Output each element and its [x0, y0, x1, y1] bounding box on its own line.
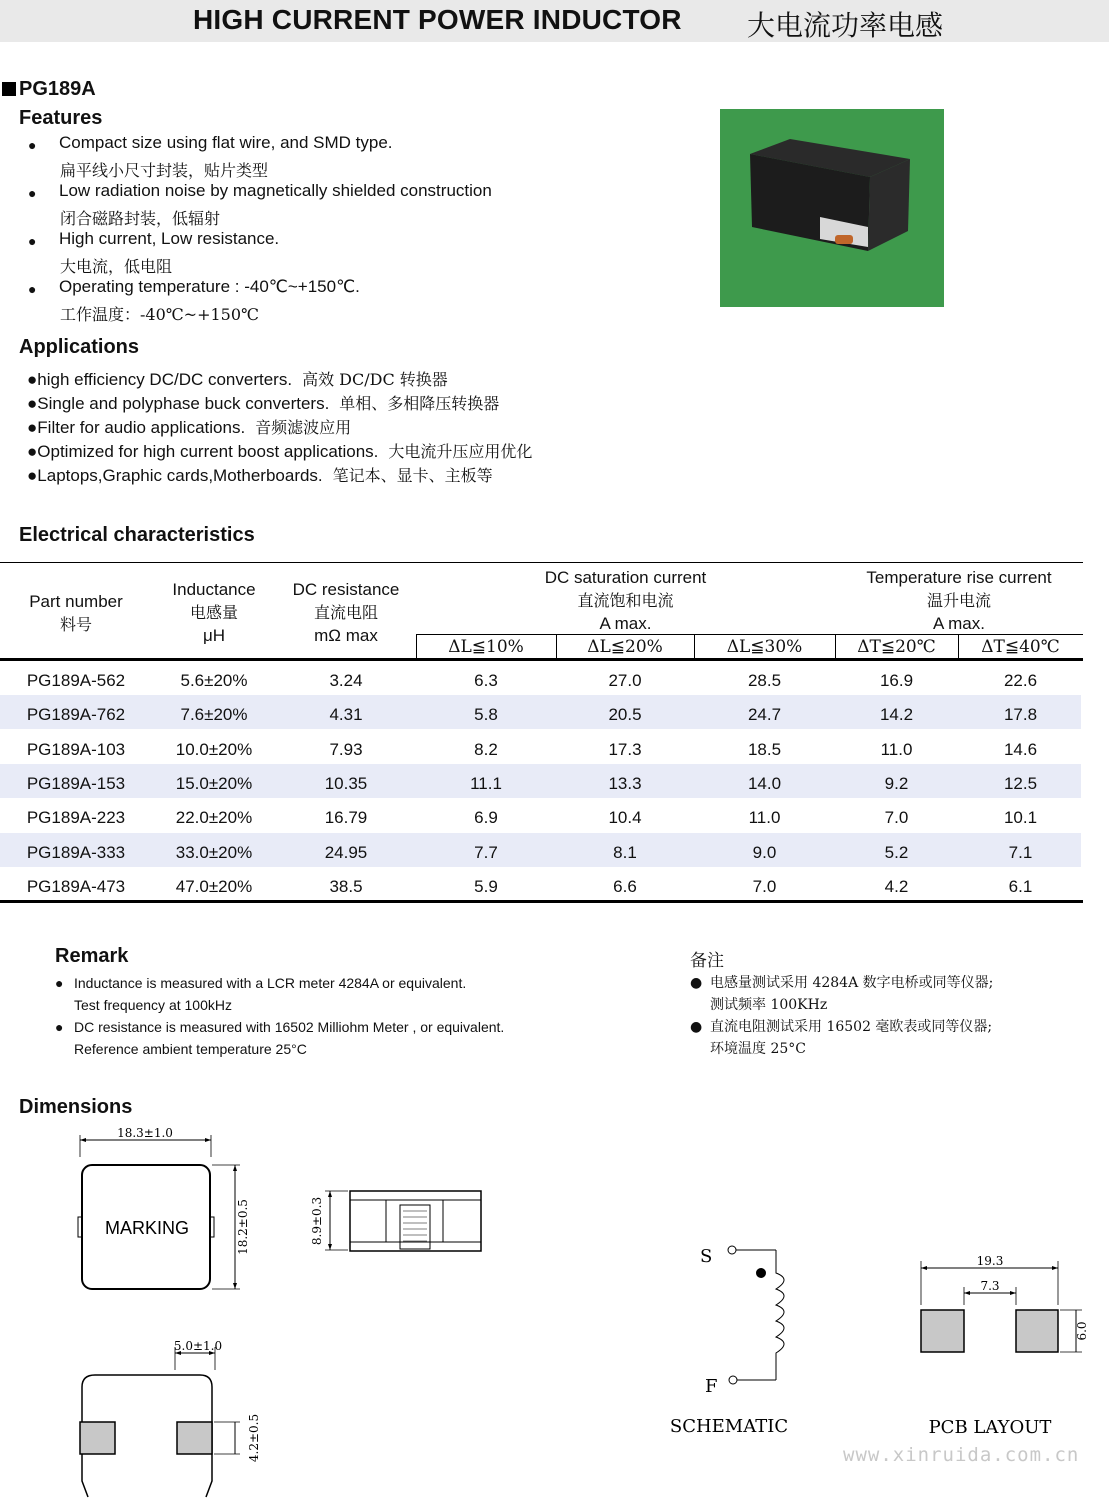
feature-cn: 工作温度：-40℃~+150℃ [60, 305, 259, 324]
bullet-icon: ● [28, 185, 37, 201]
bullet-icon: ● [690, 1019, 703, 1035]
section-marker [2, 82, 16, 96]
part-number: PG189A [19, 78, 96, 100]
application-cn: 单相、多相降压转换器 [339, 394, 500, 413]
cell-sat-10: 6.3 [474, 671, 498, 690]
cell-temp-20: 7.0 [884, 808, 909, 828]
cell-dc-resistance: 16.79 [324, 808, 368, 828]
polarity-dot-icon [756, 1268, 766, 1278]
cell-temp-20: 11.0 [880, 739, 913, 759]
features-heading: Features [19, 107, 103, 129]
table-row [0, 867, 1081, 901]
feature-en: Operating temperature : -40℃~+150℃. [59, 277, 360, 296]
cell-sat-10: 6.9 [474, 808, 498, 828]
cell-temp-40: 14.6 [1003, 739, 1038, 759]
cell-sat-20: 13.3 [608, 773, 642, 793]
pcb-pad-label: 6.0 [1075, 1321, 1089, 1341]
cell-temp-20: 5.2 [884, 842, 909, 862]
header-text: Inductance [172, 580, 256, 599]
cell-sat-30: 18.5 [747, 739, 782, 759]
title-english: HIGH CURRENT POWER INDUCTOR [193, 4, 682, 35]
watermark: www.xinruida.com.cn [843, 1444, 1080, 1466]
bullet-icon: ● [28, 233, 37, 249]
cell-temp-40: 12.5 [1003, 773, 1038, 793]
applications-heading: Applications [19, 336, 140, 358]
cell-temp-20: 9.2 [884, 773, 909, 793]
cell-sat-10: 7.7 [474, 842, 498, 862]
dim-height-label: 8.9±0.3 [310, 1196, 324, 1246]
cell-inductance: 10.0±20% [175, 739, 253, 759]
application-en: Single and polyphase buck converters. [37, 394, 330, 413]
cell-part-number: PG189A-762 [26, 705, 126, 725]
header-text: 温升电流 [926, 591, 991, 610]
cell-inductance: 7.6±20% [180, 705, 248, 725]
top-view-drawing [78, 1135, 240, 1289]
product-photo [720, 109, 944, 307]
remark-item [55, 1016, 615, 1038]
remark-text: DC resistance is measured with 16502 Milliohm Meter , or equivalent. [74, 1019, 505, 1035]
application-en: Optimized for high current boost applications. [37, 442, 379, 461]
remark-text: Reference ambient temperature 25°C [74, 1041, 307, 1057]
feature-en: Low radiation noise by magnetically shielded construction [59, 181, 492, 200]
cell-part-number: PG189A-562 [26, 671, 126, 690]
feature-cn: 扁平线小尺寸封装，贴片类型 [60, 161, 269, 180]
remark-text: 环境温度 25°C [710, 1041, 806, 1057]
cell-dc-resistance: 24.95 [324, 842, 368, 862]
remark-list-en [55, 972, 615, 1060]
bullet-icon: ● [28, 281, 37, 297]
cell-sat-20: 6.6 [613, 876, 637, 896]
application-en: Filter for audio applications. [37, 418, 246, 437]
table-bottom-rule [0, 900, 1083, 903]
cell-sat-10: 5.8 [474, 705, 498, 725]
schematic-drawing [728, 1246, 784, 1384]
header-text: Part number [29, 592, 123, 611]
cell-inductance: 15.0±20% [175, 773, 253, 793]
schematic-finish-label: F [705, 1376, 718, 1397]
header-text: A max. [599, 614, 652, 633]
remark-item [690, 972, 1090, 994]
cell-inductance: 47.0±20% [175, 876, 253, 896]
table-row [0, 730, 1081, 764]
pcb-gap-label: 7.3 [980, 1279, 1000, 1293]
feature-en: Compact size using flat wire, and SMD type. [59, 133, 393, 152]
cell-temp-40: 7.1 [1008, 842, 1033, 862]
remark-heading: Remark [55, 945, 129, 967]
header-text: DC saturation current [544, 568, 707, 587]
bullet-icon: ● [28, 137, 37, 153]
header-text: DC resistance [292, 580, 400, 599]
cell-temp-40: 10.1 [1003, 808, 1038, 828]
pcb-total-label: 19.3 [976, 1254, 1004, 1268]
subheader-dl20: ΔL≦20% [587, 637, 663, 657]
remark-heading-cn: 备注 [690, 951, 724, 971]
application-item: ●Single and polyphase buck converters. 单相、多相降压转换器 [27, 394, 500, 413]
bullet-icon: ● [55, 975, 64, 991]
cell-sat-30: 14.0 [747, 773, 782, 793]
header-text: Temperature rise current [866, 568, 1052, 587]
header-inductance [152, 578, 276, 647]
dim-terminal-width-label: 5.0±1.0 [173, 1339, 223, 1353]
remark-text: 直流电阻测试采用 16502 毫欧表或同等仪器; [710, 1019, 993, 1035]
header-text: A max. [933, 614, 985, 633]
header-saturation-current [416, 566, 835, 635]
cell-sat-20: 20.5 [608, 705, 642, 725]
subheader-rule [416, 634, 1083, 635]
cell-temp-40: 17.8 [1003, 705, 1038, 725]
remark-item [55, 972, 615, 994]
cell-dc-resistance: 4.31 [329, 705, 363, 725]
application-cn: 大电流升压应用优化 [388, 442, 533, 461]
title-chinese: 大电流功率电感 [747, 10, 944, 41]
header-text: mΩ max [314, 626, 378, 645]
side-view-drawing [325, 1191, 481, 1251]
subheader-dt40: ΔT≦40℃ [981, 637, 1060, 657]
remark-item [690, 1016, 1090, 1038]
electrical-heading: Electrical characteristics [19, 524, 255, 546]
feature-cn: 大电流，低电阻 [60, 257, 173, 276]
schematic-caption: SCHEMATIC [669, 1416, 789, 1437]
dim-depth-label: 18.2±0.5 [236, 1199, 250, 1255]
application-item: ●Optimized for high current boost applications. 大电流升压应用优化 [27, 442, 533, 461]
cell-inductance: 33.0±20% [175, 842, 253, 862]
cell-part-number: PG189A-223 [26, 808, 126, 828]
table-row [0, 833, 1081, 867]
cell-sat-30: 28.5 [747, 671, 782, 690]
subheader-dt20: ΔT≦20℃ [857, 637, 936, 657]
application-item: ●Laptops,Graphic cards,Motherboards. 笔记本、显卡、主板等 [27, 466, 493, 485]
cell-dc-resistance: 10.35 [324, 773, 368, 793]
bottom-view-drawing [80, 1347, 240, 1497]
bullet-icon: ● [690, 975, 703, 991]
header-temperature-rise [835, 566, 1083, 635]
cell-temp-40: 6.1 [1008, 876, 1033, 896]
cell-dc-resistance: 7.93 [329, 739, 363, 759]
remark-text: 电感量测试采用 4284A 数字电桥或同等仪器; [710, 975, 994, 991]
cell-inductance: 5.6±20% [180, 671, 248, 690]
subheader-dl30: ΔL≦30% [726, 637, 803, 657]
cell-sat-20: 27.0 [608, 671, 642, 690]
cell-sat-20: 10.4 [608, 808, 642, 828]
cell-inductance: 22.0±20% [175, 808, 253, 828]
subheader-dl10: ΔL≦10% [448, 637, 524, 657]
cell-part-number: PG189A-333 [26, 842, 126, 862]
cell-dc-resistance: 3.24 [329, 671, 363, 690]
header-text: 直流电阻 [313, 603, 378, 622]
remark-text: Test frequency at 100kHz [74, 997, 232, 1013]
remark-text: 测试频率 100KHz [710, 997, 828, 1013]
header-part-number [0, 590, 152, 636]
header-text: 料号 [59, 615, 92, 634]
header-text: 直流饱和电流 [577, 591, 674, 610]
dimensions-heading: Dimensions [19, 1096, 133, 1118]
application-item: ●high efficiency DC/DC converters. 高效 DC/DC 转换器 [27, 370, 448, 389]
cell-temp-20: 16.9 [879, 671, 914, 690]
remark-list-cn [690, 972, 1090, 1060]
pcb-layout-drawing [921, 1261, 1082, 1352]
cell-sat-30: 9.0 [752, 842, 777, 862]
application-en: high efficiency DC/DC converters. [37, 370, 293, 389]
dim-terminal-height-label: 4.2±0.5 [247, 1413, 261, 1463]
application-cn: 笔记本、显卡、主板等 [332, 466, 493, 485]
cell-part-number: PG189A-103 [26, 739, 126, 759]
cell-sat-20: 17.3 [608, 739, 642, 759]
marking-label: MARKING [104, 1218, 190, 1238]
cell-sat-10: 5.9 [474, 876, 498, 896]
table-top-rule [0, 562, 1083, 563]
table-row [0, 661, 1081, 695]
table-row [0, 695, 1081, 729]
cell-dc-resistance: 38.5 [329, 876, 363, 896]
cell-part-number: PG189A-473 [26, 876, 126, 896]
header-text: 电感量 [189, 603, 238, 622]
header-dc-resistance [276, 578, 416, 647]
schematic-start-label: S [700, 1246, 713, 1267]
feature-cn: 闭合磁路封装，低辐射 [60, 209, 221, 228]
cell-temp-20: 4.2 [884, 876, 909, 896]
table-row [0, 798, 1081, 832]
cell-temp-40: 22.6 [1003, 671, 1038, 690]
remark-text: Inductance is measured with a LCR meter 4284A or equivalent. [74, 975, 467, 991]
pcb-layout-caption: PCB LAYOUT [928, 1417, 1052, 1438]
cell-sat-30: 24.7 [747, 705, 782, 725]
cell-sat-30: 11.0 [748, 808, 781, 828]
feature-en: High current, Low resistance. [59, 229, 280, 248]
dim-width-label: 18.3±1.0 [117, 1126, 173, 1140]
header-text: μH [202, 626, 226, 645]
application-en: Laptops,Graphic cards,Motherboards. [37, 466, 323, 485]
application-item: ●Filter for audio applications. 音频滤波应用 [27, 418, 352, 437]
cell-temp-20: 14.2 [879, 705, 914, 725]
cell-sat-20: 8.1 [613, 842, 637, 862]
application-cn: 高效 DC/DC 转换器 [302, 370, 448, 389]
cell-sat-10: 11.1 [470, 773, 502, 793]
application-cn: 音频滤波应用 [255, 418, 352, 437]
cell-sat-10: 8.2 [474, 739, 498, 759]
cell-part-number: PG189A-153 [26, 773, 126, 793]
table-row [0, 764, 1081, 798]
bullet-icon: ● [55, 1019, 64, 1035]
cell-sat-30: 7.0 [752, 876, 777, 896]
